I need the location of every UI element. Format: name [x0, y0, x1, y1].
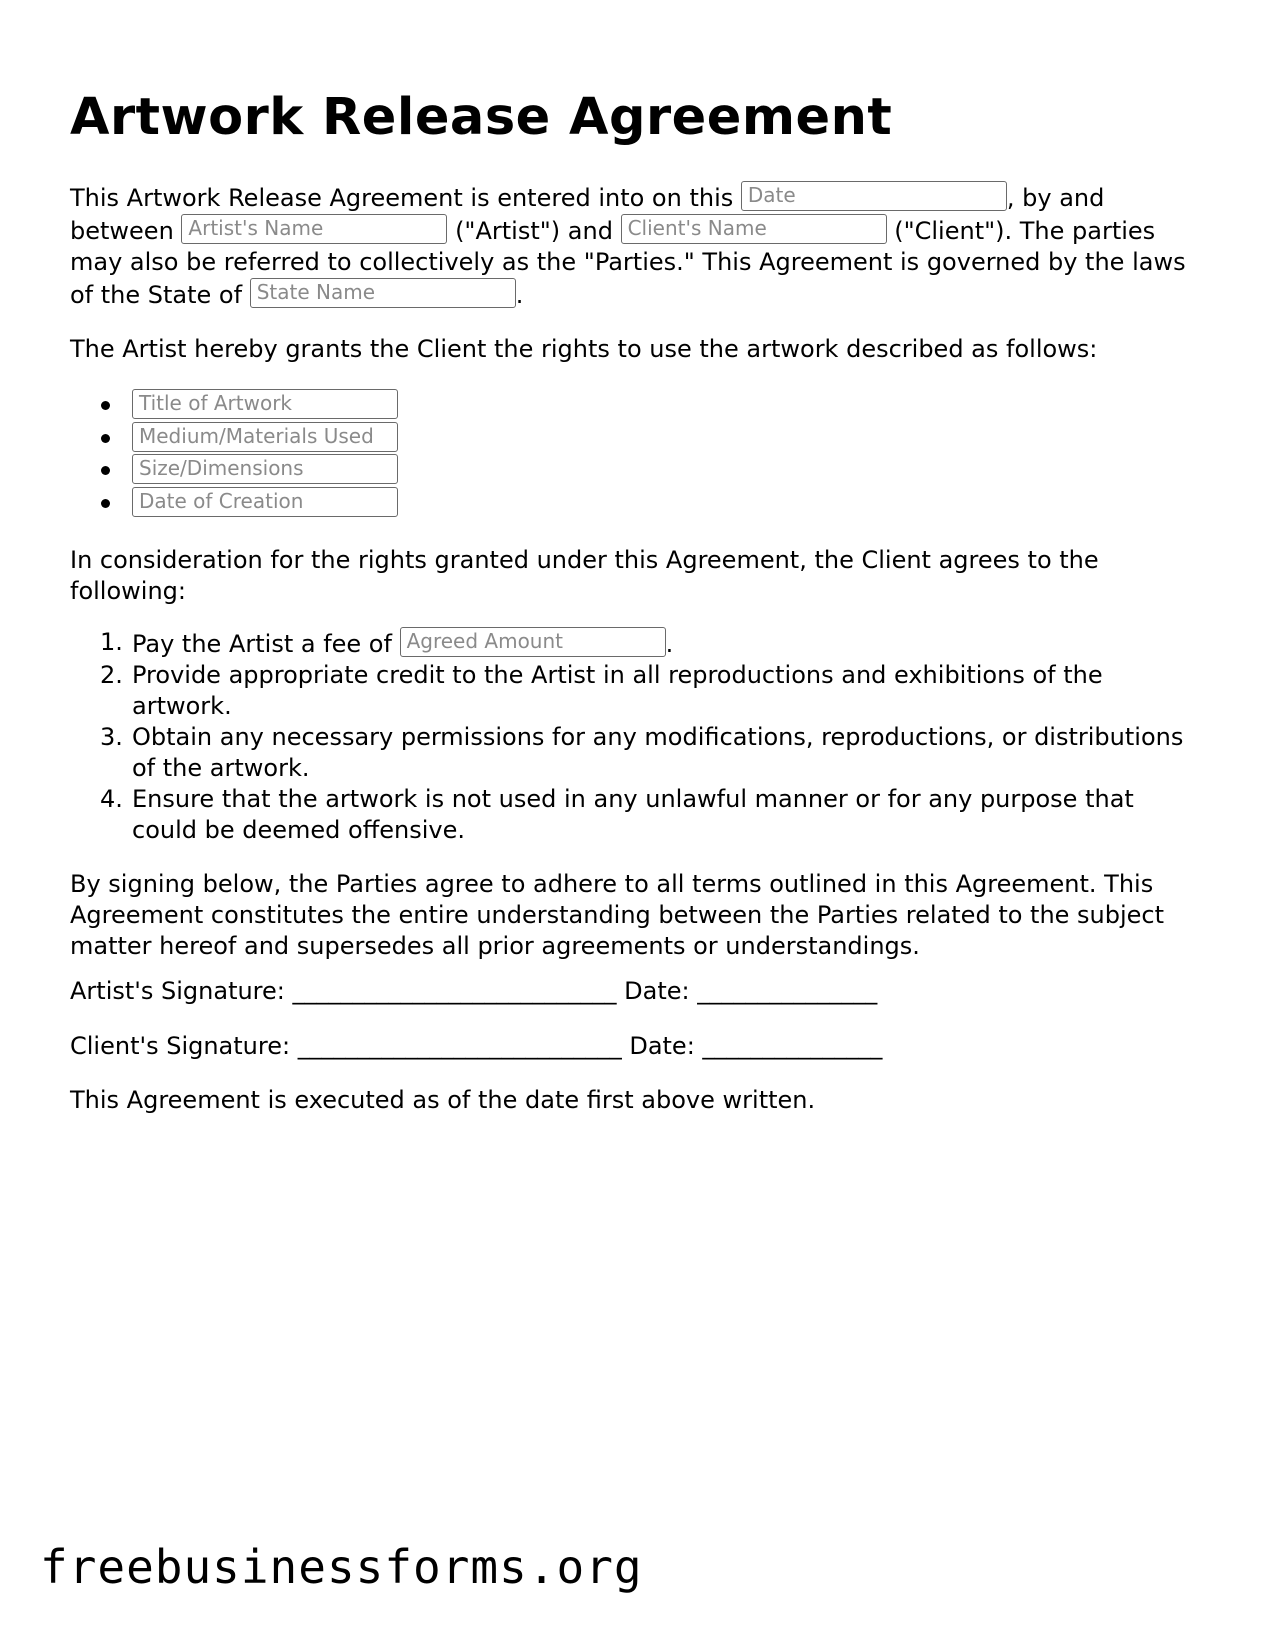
obligation-text-end: . [665, 630, 674, 658]
agreed-amount-input[interactable]: Agreed Amount [400, 627, 666, 657]
obligation-text: Ensure that the artwork is not used in any unlawful manner or for any purpose that could be deemed offensive. [132, 785, 1134, 844]
list-item [70, 660, 1200, 722]
document-title: Artwork Release Agreement [70, 88, 893, 147]
obligation-text: Obtain any necessary permissions for any modifications, reproductions, or distributions of the artwork. [132, 723, 1184, 782]
agreement-date-input[interactable]: Date [741, 181, 1007, 211]
artwork-creation-date-input[interactable]: Date of Creation [132, 487, 398, 517]
grant-paragraph: The Artist hereby grants the Client the rights to use the artwork described as follows: [70, 335, 1098, 363]
intro-text-4: ("Client"). The parties may also be referred to collectively as the "Parties." This Agreement is governed by the laws of the State of [70, 217, 1186, 309]
intro-text-1: This Artwork Release Agreement is entered into on this [70, 184, 734, 212]
list-item [70, 389, 398, 422]
execution-statement: This Agreement is executed as of the date first above written. [70, 1086, 816, 1114]
state-name-input[interactable]: State Name [250, 278, 516, 308]
artwork-title-input[interactable]: Title of Artwork [132, 389, 398, 419]
artwork-details-list [70, 389, 398, 519]
list-number: 1. [100, 628, 123, 656]
client-signature-line: Client's Signature: ___________________________ Date: _______________ [70, 1032, 883, 1060]
artwork-size-input[interactable]: Size/Dimensions [132, 454, 398, 484]
list-number: 3. [100, 723, 123, 751]
obligations-list [70, 627, 1200, 846]
list-item [70, 722, 1200, 784]
client-name-input[interactable]: Client's Name [621, 214, 887, 244]
intro-text-3: ("Artist") and [455, 217, 613, 245]
list-number: 2. [100, 661, 123, 689]
artist-name-input[interactable]: Artist's Name [181, 214, 447, 244]
obligation-text: Provide appropriate credit to the Artist in all reproductions and exhibitions of the artwork. [132, 661, 1103, 720]
artist-signature-line: Artist's Signature: ___________________________ Date: _______________ [70, 977, 878, 1005]
signing-paragraph: By signing below, the Parties agree to adhere to all terms outlined in this Agreement. This Agreement constitutes the entire understanding between the Parties related to the subject matter hereof and supersedes all prior agreements or understandings. [70, 870, 1165, 960]
list-item [70, 487, 398, 520]
list-item [70, 422, 398, 455]
obligation-text: Pay the Artist a fee of [132, 630, 392, 658]
intro-paragraph [70, 181, 1200, 311]
list-number: 4. [100, 785, 123, 813]
bullet-icon [101, 401, 110, 410]
intro-text-2: , by and between [70, 184, 1105, 245]
list-item [70, 627, 1200, 660]
intro-text-5: . [515, 281, 524, 309]
bullet-icon [101, 466, 110, 475]
artwork-medium-input[interactable]: Medium/Materials Used [132, 422, 398, 452]
list-item [70, 454, 398, 487]
bullet-icon [101, 499, 110, 508]
site-watermark: freebusinessforms.org [40, 1540, 643, 1594]
list-item [70, 784, 1200, 846]
consideration-paragraph: In consideration for the rights granted under this Agreement, the Client agrees to the following: [70, 546, 1099, 605]
bullet-icon [101, 434, 110, 443]
